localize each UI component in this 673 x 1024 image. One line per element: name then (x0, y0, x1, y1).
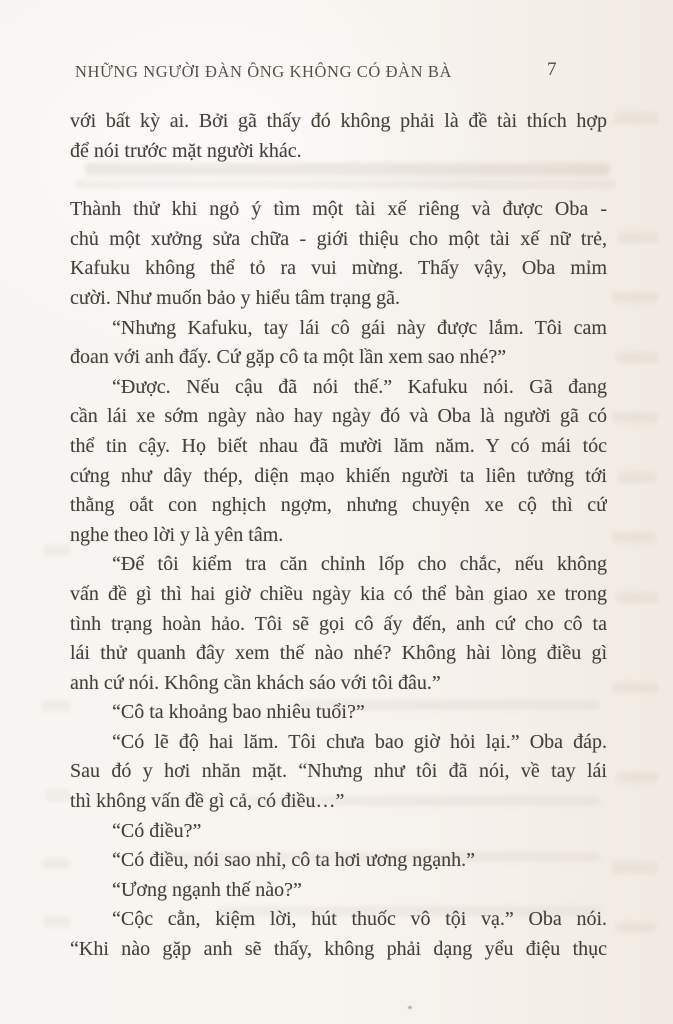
showthrough-smudge (612, 292, 658, 303)
paragraph (70, 373, 607, 551)
text-line: vấn đề gì thì hai giờ chiều ngày kia có thể bàn giao xe trong (70, 582, 607, 605)
showthrough-smudge (612, 532, 656, 543)
text-line: “Ương ngạnh thế nào?” (112, 878, 302, 901)
text-line: thể tin cậy. Họ biết nhau đã mười lăm năm. Y có mái tóc (70, 434, 607, 457)
text-line: cười. Như muốn bảo y hiểu tâm trạng gã. (70, 286, 400, 309)
running-header: NHỮNG NGƯỜI ĐÀN ÔNG KHÔNG CÓ ĐÀN BÀ (75, 62, 453, 81)
paragraph (70, 195, 607, 313)
showthrough-smudge (618, 232, 658, 243)
showthrough-smudge (44, 916, 70, 927)
text-line: “Cô ta khoảng bao nhiêu tuổi?” (112, 701, 365, 724)
text-line: thì không vấn đề gì cả, có điều…” (70, 790, 345, 813)
text-line: “Có điều?” (112, 819, 202, 842)
paragraph (70, 905, 607, 964)
showthrough-smudge (616, 592, 658, 603)
page-number: 7 (547, 59, 557, 80)
showthrough-smudge (612, 682, 658, 693)
text-line: tình trạng hoàn hảo. Tôi sẽ gọi cô ấy đến, anh cứ cho cô ta (70, 612, 607, 635)
paragraph (70, 876, 607, 906)
showthrough-smudge (44, 545, 70, 556)
paragraph (70, 817, 607, 847)
showthrough-smudge (618, 472, 656, 483)
showthrough-smudge (616, 772, 658, 783)
showthrough-smudge (614, 112, 658, 124)
text-line: “Được. Nếu cậu đã nói thế.” Kafuku nói. Gã đang (112, 375, 607, 398)
text-line: Kafuku không thể tỏ ra vui mừng. Thấy vậy, Oba mỉm (70, 257, 607, 280)
text-line: cứng như dây thép, diện mạo khiến người ta liên tưởng tới (70, 464, 607, 487)
text-line: “Có lẽ độ hai lăm. Tôi chưa bao giờ hỏi lại.” Oba đáp. (112, 730, 607, 753)
showthrough-smudge (42, 700, 70, 711)
text-line: “Khi nào gặp anh sẽ thấy, không phải dạng yểu điệu thục (70, 938, 607, 961)
text-line: nghe theo lời y là yên tâm. (70, 523, 284, 546)
text-line: với bất kỳ ai. Bởi gã thấy đó không phải là đề tài thích hợp (70, 110, 607, 132)
text-line: chủ một xưởng sửa chữa - giới thiệu cho một tài xế nữ trẻ, (70, 227, 607, 250)
text-line: lái thử quanh đây xem thế nào nhé? Không hài lòng điều gì (70, 642, 607, 665)
showthrough-smudge (612, 412, 658, 423)
showthrough-smudge (616, 922, 656, 933)
text-line: “Nhưng Kafuku, tay lái cô gái này được lắm. Tôi cam (112, 316, 607, 339)
text-line: anh cứ nói. Không cần khách sáo với tôi đâu.” (70, 671, 441, 694)
text-line: “Cộc cằn, kiệm lời, hút thuốc vô tội vạ.” Oba nói. (112, 908, 607, 931)
text-line: Thành thử khi ngỏ ý tìm một tài xế riêng và được Oba - (70, 198, 607, 221)
paper-speck (408, 1006, 412, 1009)
text-line: “Để tôi kiểm tra căn chỉnh lốp cho chắc, nếu không (112, 553, 607, 576)
paragraph (70, 314, 607, 373)
paragraph (70, 728, 607, 817)
showthrough-smudge (612, 862, 658, 873)
paragraph (70, 846, 607, 876)
showthrough-smudge (42, 858, 70, 869)
page-body (70, 107, 607, 965)
showthrough-smudge (616, 352, 658, 363)
text-line: đoan với anh đấy. Cứ gặp cô ta một lần xem sao nhé?” (70, 346, 507, 369)
paragraph (70, 550, 607, 698)
paragraph (70, 698, 607, 728)
text-line: thằng oắt con nghịch ngợm, nhưng chuyện xe cộ thì cứ (70, 494, 607, 517)
paragraph (70, 107, 607, 166)
text-line: Sau đó y hơi nhăn mặt. “Nhưng như tôi đã nói, về tay lái (70, 760, 607, 783)
showthrough-smudge (46, 790, 70, 801)
text-line: “Có điều, nói sao nhỉ, cô ta hơi ương ngạnh.” (112, 849, 476, 872)
text-line: để nói trước mặt người khác. (70, 139, 302, 162)
text-line: cần lái xe sớm ngày nào hay ngày đó và Oba là người gã có (70, 405, 607, 428)
